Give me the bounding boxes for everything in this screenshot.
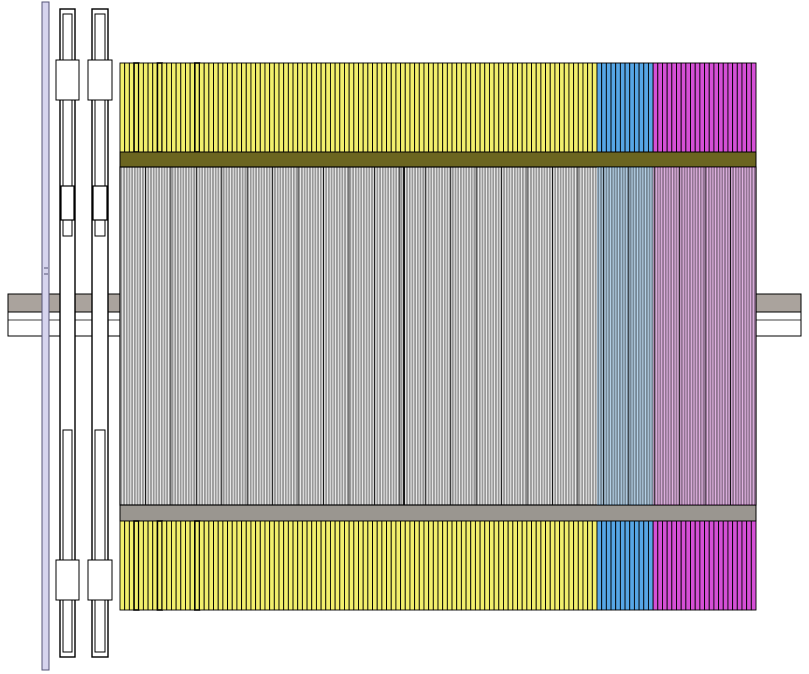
plate (176, 63, 181, 152)
plate (541, 521, 546, 610)
plate (125, 521, 130, 610)
plate (695, 63, 700, 152)
plate (359, 63, 364, 152)
plate (560, 521, 565, 610)
plate (120, 63, 125, 152)
plate (583, 63, 588, 152)
plate (494, 63, 499, 152)
plate (387, 63, 392, 152)
plate (485, 521, 490, 610)
frame-clamp (88, 60, 112, 100)
plate (260, 63, 265, 152)
plate (532, 63, 537, 152)
plate (214, 521, 219, 610)
plate (457, 63, 462, 152)
plate (284, 63, 289, 152)
plate (667, 63, 672, 152)
plate (288, 521, 293, 610)
plate (518, 521, 523, 610)
plate (344, 63, 349, 152)
plate (550, 521, 555, 610)
plate (410, 63, 415, 152)
lower-plate-stack (120, 521, 756, 610)
plate (648, 63, 653, 152)
plate (340, 63, 345, 152)
plate (578, 63, 583, 152)
plate (167, 521, 172, 610)
plate (200, 521, 205, 610)
plate (592, 63, 597, 152)
plate (648, 521, 653, 610)
plate (214, 63, 219, 152)
plate (195, 63, 200, 152)
plate (373, 521, 378, 610)
plate (686, 63, 691, 152)
plate (377, 63, 382, 152)
plate (588, 63, 593, 152)
plate (335, 521, 340, 610)
plate (606, 63, 611, 152)
plate (443, 521, 448, 610)
plate (550, 63, 555, 152)
plate (499, 521, 504, 610)
plate (181, 63, 186, 152)
plate (148, 521, 153, 610)
plate (644, 521, 649, 610)
plate (284, 521, 289, 610)
plate (508, 63, 513, 152)
plate (368, 521, 373, 610)
plate (700, 521, 705, 610)
plate (419, 63, 424, 152)
plate (578, 521, 583, 610)
plate (223, 63, 228, 152)
plate (415, 63, 420, 152)
plate (181, 521, 186, 610)
frame-clamp (56, 60, 79, 100)
plate (307, 63, 312, 152)
plate (157, 521, 162, 610)
plate (232, 63, 237, 152)
plate (597, 63, 602, 152)
plate (592, 521, 597, 610)
plate (475, 63, 480, 152)
plate (265, 63, 270, 152)
plate (466, 63, 471, 152)
plate (359, 521, 364, 610)
plate (382, 521, 387, 610)
plate (242, 63, 247, 152)
plate (733, 521, 738, 610)
plate (709, 63, 714, 152)
core-plate-stack (120, 167, 756, 505)
plate (419, 521, 424, 610)
plate (228, 521, 233, 610)
plate (691, 63, 696, 152)
plate (312, 63, 317, 152)
frame-hook (61, 186, 74, 220)
plate (401, 521, 406, 610)
plate (611, 63, 616, 152)
plate (555, 63, 560, 152)
plate (162, 63, 167, 152)
upper-plate-stack (120, 63, 756, 152)
frame-clamp (56, 560, 79, 600)
plate (546, 63, 551, 152)
plate (653, 521, 658, 610)
plate (349, 521, 354, 610)
plate (681, 521, 686, 610)
plate (602, 63, 607, 152)
plate (307, 521, 312, 610)
plate (695, 521, 700, 610)
plate (639, 63, 644, 152)
plate (157, 63, 162, 152)
plate (298, 521, 303, 610)
plate (293, 521, 298, 610)
plate (447, 63, 452, 152)
plate (401, 63, 406, 152)
plate (597, 521, 602, 610)
plate (677, 521, 682, 610)
plate (747, 63, 752, 152)
plate (751, 521, 756, 610)
plate (485, 63, 490, 152)
plate (532, 521, 537, 610)
plate (705, 521, 710, 610)
plate (415, 521, 420, 610)
plate (349, 63, 354, 152)
plate (602, 521, 607, 610)
plate (204, 63, 209, 152)
plate (662, 521, 667, 610)
plate (344, 521, 349, 610)
plate (373, 63, 378, 152)
plate (606, 521, 611, 610)
rail-bar (42, 2, 49, 670)
plate (527, 63, 532, 152)
plate (691, 521, 696, 610)
plate (330, 63, 335, 152)
plate (630, 521, 635, 610)
plate (634, 521, 639, 610)
plate (737, 63, 742, 152)
plate (218, 63, 223, 152)
plate (723, 63, 728, 152)
plate (742, 521, 747, 610)
plate (218, 521, 223, 610)
plate (536, 63, 541, 152)
plate (569, 63, 574, 152)
plate (396, 63, 401, 152)
frame-hook (93, 186, 107, 220)
plate (569, 521, 574, 610)
plate (709, 521, 714, 610)
plate (382, 63, 387, 152)
plate (363, 63, 368, 152)
plate (433, 63, 438, 152)
plate (452, 521, 457, 610)
plate (700, 63, 705, 152)
plate (185, 63, 190, 152)
plate (377, 521, 382, 610)
plate (405, 521, 410, 610)
plate (424, 521, 429, 610)
plate (489, 521, 494, 610)
plate (522, 521, 527, 610)
plate (686, 521, 691, 610)
plate (475, 521, 480, 610)
plate (368, 63, 373, 152)
plate (480, 521, 485, 610)
plate (162, 521, 167, 610)
plate (204, 521, 209, 610)
plate (737, 521, 742, 610)
plate (438, 521, 443, 610)
plate (546, 521, 551, 610)
plate (195, 521, 200, 610)
plate (583, 521, 588, 610)
plate (396, 521, 401, 610)
plate (705, 63, 710, 152)
plate (620, 63, 625, 152)
hanger-frame (56, 9, 79, 657)
plate (251, 63, 256, 152)
plate (223, 521, 228, 610)
plate (274, 521, 279, 610)
frame-clamp (88, 560, 112, 600)
plate (354, 63, 359, 152)
plate (167, 63, 172, 152)
plate (148, 63, 153, 152)
plate (232, 521, 237, 610)
plate (644, 63, 649, 152)
plate (574, 521, 579, 610)
plate (443, 63, 448, 152)
plate (499, 63, 504, 152)
plate (326, 63, 331, 152)
plate (279, 63, 284, 152)
plate (302, 63, 307, 152)
plate (340, 521, 345, 610)
plate (429, 63, 434, 152)
plate (270, 521, 275, 610)
plate (681, 63, 686, 152)
plate (274, 63, 279, 152)
plate (728, 63, 733, 152)
plate (326, 521, 331, 610)
plate (639, 521, 644, 610)
plate (714, 521, 719, 610)
plate (508, 521, 513, 610)
plate (433, 521, 438, 610)
hanger-frame (88, 9, 112, 657)
plate (176, 521, 181, 610)
plate (714, 63, 719, 152)
plate (293, 63, 298, 152)
plate (503, 521, 508, 610)
plate (611, 521, 616, 610)
plate (625, 63, 630, 152)
plate (677, 63, 682, 152)
plate (354, 521, 359, 610)
plate (139, 521, 144, 610)
plate (471, 521, 476, 610)
plate (536, 521, 541, 610)
plate (672, 63, 677, 152)
plate (424, 63, 429, 152)
plate (237, 521, 242, 610)
plate (242, 521, 247, 610)
plate (228, 63, 233, 152)
plate (330, 521, 335, 610)
plate (616, 63, 621, 152)
plate (728, 521, 733, 610)
plate (279, 521, 284, 610)
left-rail (42, 2, 49, 670)
plate (209, 63, 214, 152)
plate (335, 63, 340, 152)
plate (564, 521, 569, 610)
plate (447, 521, 452, 610)
plate (513, 521, 518, 610)
plate (246, 521, 251, 610)
plate (616, 521, 621, 610)
plate (733, 63, 738, 152)
lower-cross-band (120, 505, 756, 521)
plate (452, 63, 457, 152)
plate (265, 521, 270, 610)
plate (391, 63, 396, 152)
plate (200, 63, 205, 152)
plate (316, 63, 321, 152)
plate (480, 63, 485, 152)
plate (742, 63, 747, 152)
plate (120, 521, 125, 610)
plate (246, 63, 251, 152)
plate (429, 521, 434, 610)
plate (405, 63, 410, 152)
plate (723, 521, 728, 610)
plate (260, 521, 265, 610)
plate (466, 521, 471, 610)
plate (363, 521, 368, 610)
plate (457, 521, 462, 610)
plate (630, 63, 635, 152)
plate (461, 521, 466, 610)
plate (494, 521, 499, 610)
plate (134, 63, 139, 152)
plate (209, 521, 214, 610)
plate (513, 63, 518, 152)
plate (298, 63, 303, 152)
plate (171, 63, 176, 152)
plate (134, 521, 139, 610)
plate (489, 63, 494, 152)
plate (751, 63, 756, 152)
plate (658, 521, 663, 610)
plate (634, 63, 639, 152)
plate (662, 63, 667, 152)
plate (410, 521, 415, 610)
plate (620, 521, 625, 610)
plate (471, 63, 476, 152)
plate (560, 63, 565, 152)
plate (143, 521, 148, 610)
plate (438, 63, 443, 152)
plate (316, 521, 321, 610)
plate (321, 63, 326, 152)
plate (719, 63, 724, 152)
plate (541, 63, 546, 152)
plate (719, 521, 724, 610)
plate (256, 63, 261, 152)
plate (143, 63, 148, 152)
plate (321, 521, 326, 610)
plate (658, 63, 663, 152)
plate (185, 521, 190, 610)
plate (518, 63, 523, 152)
plate (237, 63, 242, 152)
plate (461, 63, 466, 152)
plate (667, 521, 672, 610)
plate (653, 63, 658, 152)
plate (125, 63, 130, 152)
plate (747, 521, 752, 610)
plate (302, 521, 307, 610)
plate (503, 63, 508, 152)
plate (139, 63, 144, 152)
plate (672, 521, 677, 610)
plate (564, 63, 569, 152)
plate (555, 521, 560, 610)
plate (288, 63, 293, 152)
plate (171, 521, 176, 610)
plate (522, 63, 527, 152)
plate (527, 521, 532, 610)
plate (312, 521, 317, 610)
plate (588, 521, 593, 610)
plate (251, 521, 256, 610)
plate (256, 521, 261, 610)
plate (391, 521, 396, 610)
plate (574, 63, 579, 152)
plate (387, 521, 392, 610)
plate (625, 521, 630, 610)
plate (270, 63, 275, 152)
upper-cross-band (120, 152, 756, 167)
